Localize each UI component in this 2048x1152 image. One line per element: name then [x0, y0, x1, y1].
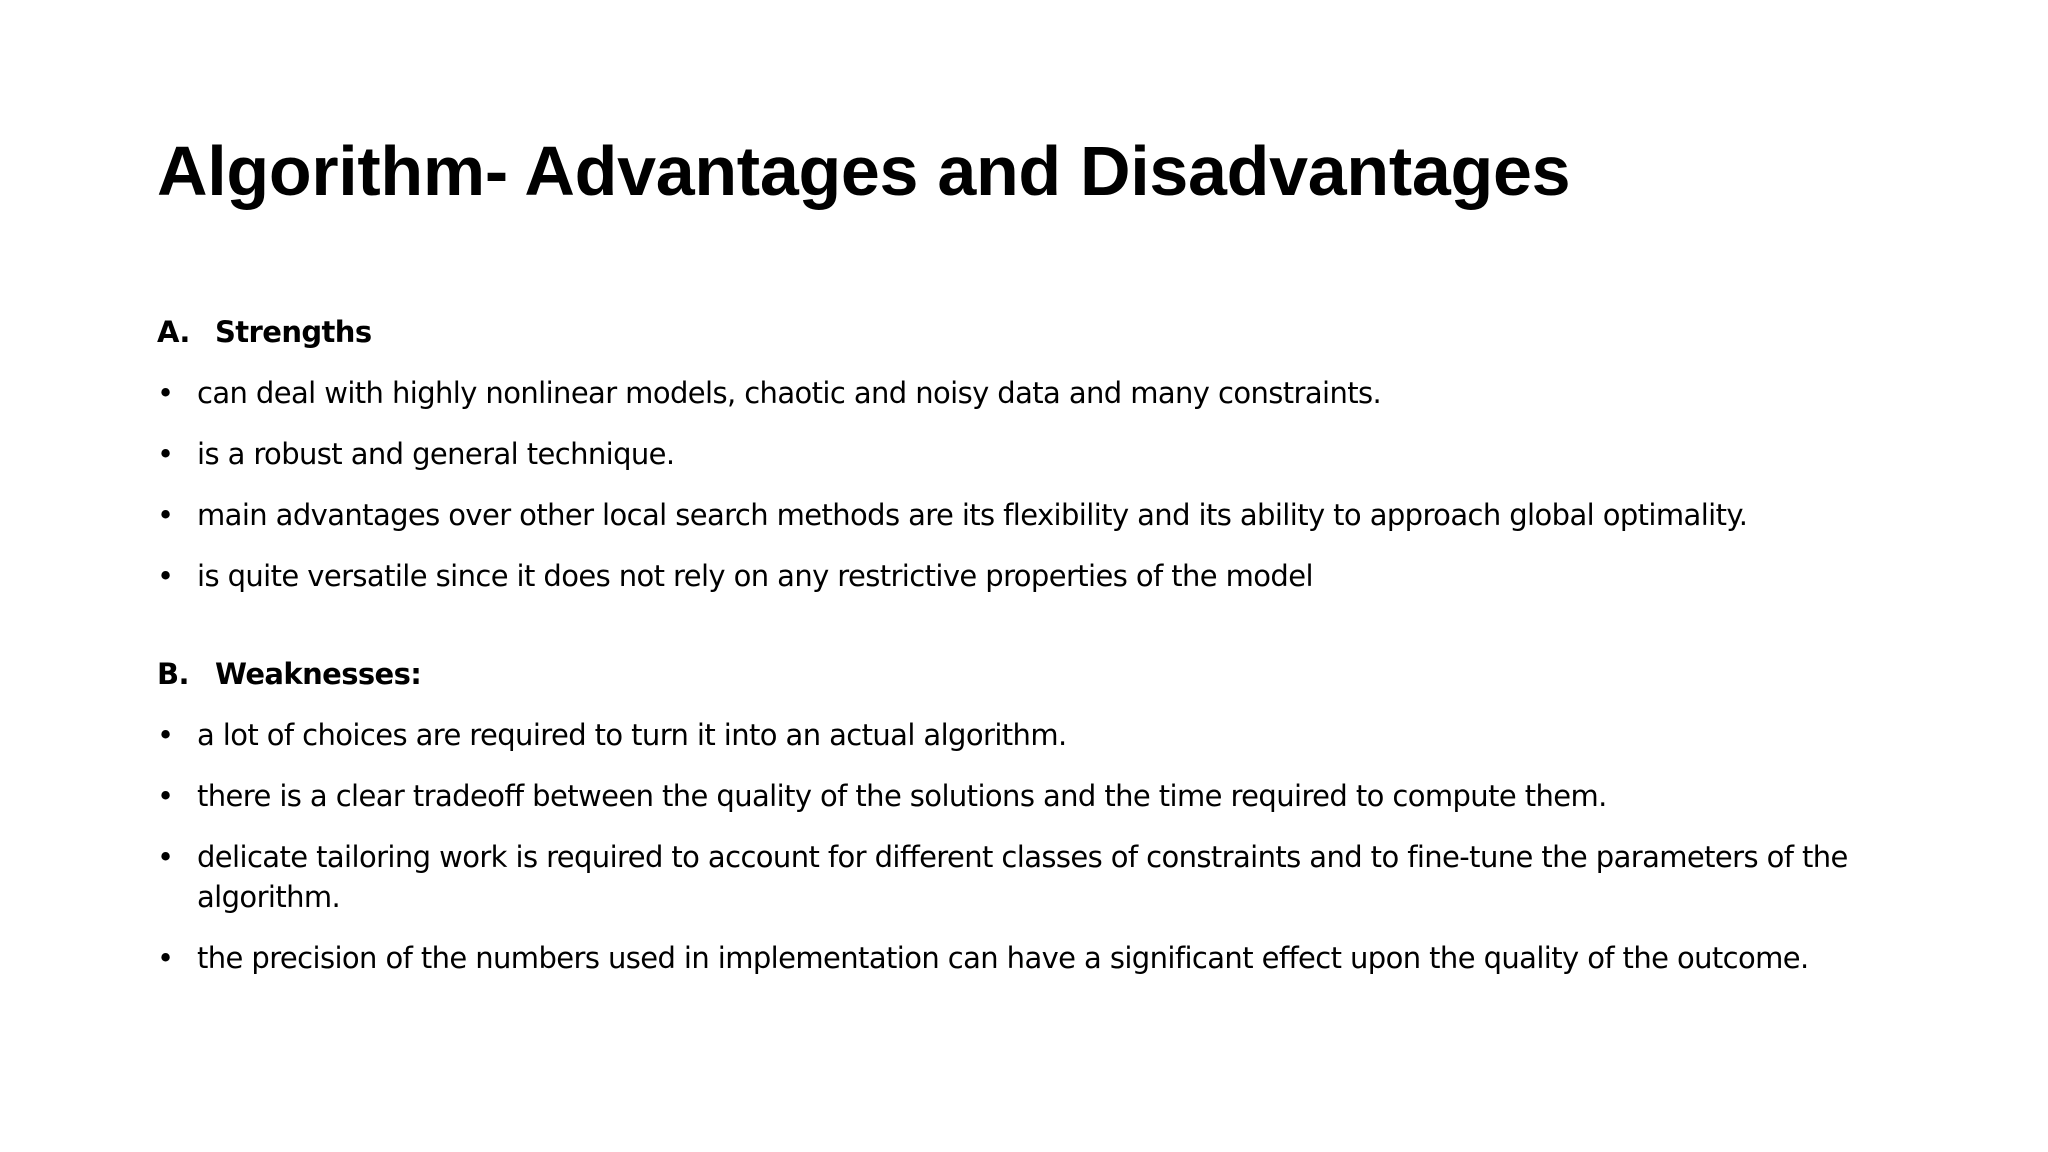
strengths-list	[157, 373, 1937, 596]
list-item-text: is a robust and general technique.	[197, 437, 675, 471]
list-item	[157, 776, 1937, 816]
list-item	[157, 938, 1937, 978]
weaknesses-list	[157, 715, 1937, 978]
bullet-icon: •	[157, 498, 174, 532]
bullet-icon: •	[157, 840, 174, 874]
weaknesses-section	[157, 654, 1937, 978]
section-title: Weaknesses:	[215, 657, 422, 691]
list-item-text: is quite versatile since it does not rely on any restrictive properties of the model	[197, 559, 1313, 593]
bullet-icon: •	[157, 718, 174, 752]
bullet-icon: •	[157, 559, 174, 593]
bullet-icon: •	[157, 376, 174, 410]
slide-title: Algorithm- Advantages and Disadvantages	[157, 132, 1571, 210]
slide-content	[157, 312, 1937, 978]
list-item	[157, 434, 1937, 474]
list-item	[157, 373, 1937, 413]
list-item-text: a lot of choices are required to turn it into an actual algorithm.	[197, 718, 1067, 752]
list-item	[157, 715, 1937, 755]
list-item	[157, 556, 1937, 596]
list-item-text: there is a clear tradeoff between the quality of the solutions and the time required to compute them.	[197, 779, 1607, 813]
list-item	[157, 837, 1937, 917]
section-title: Strengths	[215, 315, 372, 349]
bullet-icon: •	[157, 779, 174, 813]
list-item-text: delicate tailoring work is required to account for different classes of constraints and to fine-tune the parameters of the algorithm.	[197, 840, 1848, 914]
section-letter: B.	[157, 657, 189, 691]
bullet-icon: •	[157, 941, 174, 975]
list-item-text: main advantages over other local search methods are its flexibility and its ability to approach global optimality.	[197, 498, 1748, 532]
section-heading	[157, 654, 1937, 694]
section-heading	[157, 312, 1937, 352]
list-item	[157, 495, 1937, 535]
list-item-text: can deal with highly nonlinear models, chaotic and noisy data and many constraints.	[197, 376, 1382, 410]
strengths-section	[157, 312, 1937, 596]
bullet-icon: •	[157, 437, 174, 471]
list-item-text: the precision of the numbers used in implementation can have a significant effect upon the quality of the outcome.	[197, 941, 1809, 975]
section-letter: A.	[157, 315, 190, 349]
